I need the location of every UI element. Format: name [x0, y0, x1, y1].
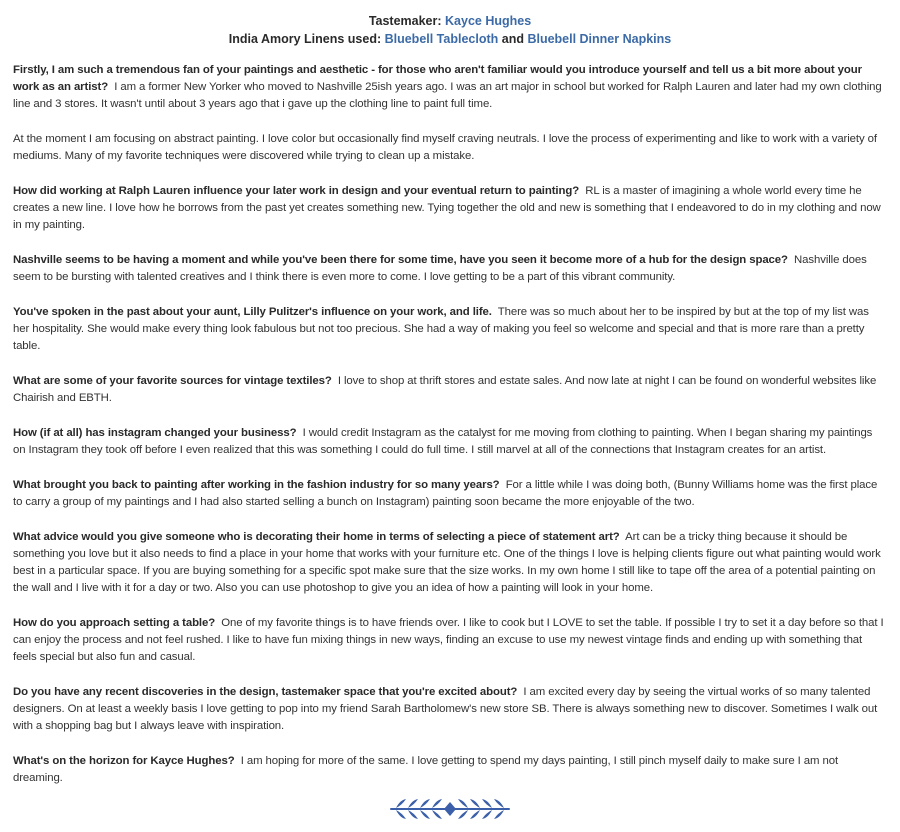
- interview-answer: At the moment I am focusing on abstract painting. I love color but occasionally find myself craving neutrals. I love the process of experimenting and like to work with a variety of mediums. Many of my favorite techniques were discovered while trying to clean up a mistake.: [13, 133, 877, 162]
- linens-line: [13, 30, 887, 48]
- interview-item: [13, 477, 887, 511]
- interview-item: [13, 373, 887, 407]
- interview-answer: There was so much about her to be inspired by but at the top of my list was her hospitality. She would make every thing look fabulous but not too precious. She had a way of making you feel so welcome and special and that is more rare than a pretty table.: [13, 306, 869, 352]
- interview-answer: RL is a master of imagining a whole world every time he creates a new line. I love how he borrows from the past yet creates something new. Tying together the old and new is something that I endeavored to do in my clothing and now in my painting.: [13, 185, 881, 231]
- interview-item: [13, 615, 887, 666]
- interview-answer: Art can be a tricky thing because it should be something you love but it also needs to find a place in your home that works with your furniture etc. One of the things I love is helping clients figure out what painting would work best in a particular space. If you are buying something for a specific spot make sure that the size works. In my own home I still like to tape off the area of a potential painting on the wall and I live with it for a day or two. Also you can use photoshop to give you an idea of how a painting will look in your home.: [13, 531, 881, 594]
- linens-label: India Amory Linens used:: [228, 32, 385, 46]
- interview-item: [13, 425, 887, 459]
- interview-question: What advice would you give someone who is decorating their home in terms of selecting a piece of statement art?: [13, 531, 620, 543]
- interview-answer: I love to shop at thrift stores and estate sales. And now late at night I can be found on wonderful websites like Chairish and EBTH.: [13, 375, 877, 404]
- interview-item: [13, 753, 887, 787]
- interview-answer: I am excited every day by seeing the virtual works of so many talented designers. On at least a weekly basis I love getting to pop into my friend Sarah Bartholomew's new store SB. There is always something new to discover. Sometimes I walk out with a shopping bag but I always leave with inspiration.: [13, 686, 878, 732]
- interview-item: [13, 62, 887, 113]
- footer-divider: [0, 796, 900, 827]
- interview-question: Nashville seems to be having a moment and while you've been there for some time, have you seen it become more of a hub for the design space?: [13, 254, 788, 266]
- interview-question: What's on the horizon for Kayce Hughes?: [13, 755, 235, 767]
- interview-question: How did working at Ralph Lauren influence your later work in design and your eventual return to painting?: [13, 185, 580, 197]
- linens-and: and: [498, 32, 528, 46]
- interview-answer: One of my favorite things is to have friends over. I like to cook but I LOVE to set the table. If possible I try to set it a day before so that I can enjoy the process and not feel rushed. I like to have fun mixing things in new ways, finding an excuse to use my newest vintage finds and ending up with something that feels special but also fun and casual.: [13, 617, 884, 663]
- interview-item: [13, 529, 887, 597]
- interview-item: [13, 252, 887, 286]
- interview-item: [13, 131, 887, 165]
- napkins-link[interactable]: Bluebell Dinner Napkins: [527, 32, 672, 46]
- interview-item: [13, 183, 887, 234]
- interview-question: Do you have any recent discoveries in the design, tastemaker space that you're excited about?: [13, 686, 518, 698]
- interview-answer: Nashville does seem to be bursting with talented creatives and I think there is even more to come. I love getting to be a part of this vibrant community.: [13, 254, 867, 283]
- interview-question: What are some of your favorite sources for vintage textiles?: [13, 375, 332, 387]
- interview-question: How (if at all) has instagram changed your business?: [13, 427, 297, 439]
- article-header: [13, 12, 887, 48]
- interview-answer: I am hoping for more of the same. I love getting to spend my days painting, I still pinch myself daily to make sure I am not dreaming.: [13, 755, 839, 784]
- tablecloth-link[interactable]: Bluebell Tablecloth: [384, 32, 499, 46]
- interview-question: You've spoken in the past about your aunt, Lilly Pulitzer's influence on your work, and life.: [13, 306, 492, 318]
- interview-item: [13, 684, 887, 735]
- interview-question: Firstly, I am such a tremendous fan of your paintings and aesthetic - for those who aren't familiar would you introduce yourself and tell us a bit more about your work as an artist?: [13, 64, 862, 93]
- tastemaker-line: [13, 12, 887, 30]
- interview-question: How do you approach setting a table?: [13, 617, 216, 629]
- interview-item: [13, 304, 887, 355]
- interview-question: What brought you back to painting after working in the fashion industry for so many years?: [13, 479, 500, 491]
- laurel-divider-icon: [382, 796, 518, 822]
- interview-answer: For a little while I was doing both, (Bunny Williams home was the first place to carry a group of my paintings and I had also started selling a bunch on Instagram) painting soon became the more enjoyable of the two.: [13, 479, 878, 508]
- tastemaker-label: Tastemaker:: [368, 14, 446, 28]
- interview-answer: I would credit Instagram as the catalyst for me moving from clothing to painting. When I began sharing my paintings on Instagram they took off before I even realized that this was something I could do full time. I still marvel at all of the connections that Instagram creates for an artist.: [13, 427, 873, 456]
- interview-answer: I am a former New Yorker who moved to Nashville 25ish years ago. I was an art major in school but worked for Ralph Lauren and later had my own clothing line and 3 stores. It wasn't until about 3 years ago that i gave up the clothing line to paint full time.: [13, 81, 882, 110]
- interview-body: [13, 62, 887, 787]
- tastemaker-name-link[interactable]: Kayce Hughes: [445, 14, 532, 28]
